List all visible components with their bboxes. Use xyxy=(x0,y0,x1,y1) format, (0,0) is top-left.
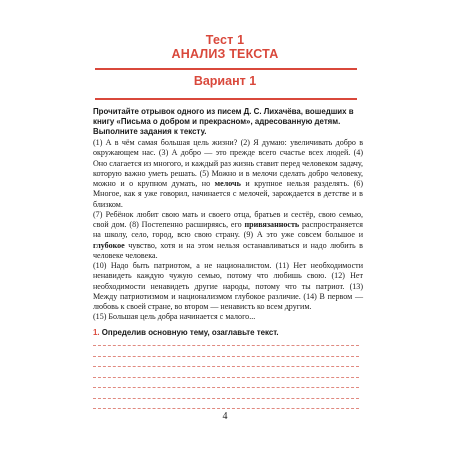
bottom-divider xyxy=(95,98,357,100)
instruction-text: Прочитайте отрывок одного из писем Д. С. Лихачёва, вошедших в книгу «Письма о добром и прекрасном», адресованную детям. Выполните задания к тексту. xyxy=(93,107,354,137)
excerpt-paragraph: (10) Надо быть патриотом, а не националистом. (11) Нет необходимости ненавидеть каждую чужую семью, потому что любишь свою. (12) Нет необходимости ненавидеть другие народы, потому что ты патриот. (13) Между патриотизмом и национализмом глубокое различие. (14) В первом — любовь к своей стране, во втором — ненависть ко всем другим. xyxy=(93,261,363,311)
top-divider xyxy=(95,68,357,70)
excerpt-fragment: чувство, хотя и на этом нельзя останавливаться и надо любить в человеке человека. xyxy=(93,240,363,260)
test-subtitle: АНАЛИЗ ТЕКСТА xyxy=(171,47,279,61)
variant-heading: Вариант 1 xyxy=(193,74,257,88)
page-number: 4 xyxy=(222,411,228,422)
excerpt-fragment: распространяется на школу, село, город, всю свою страну. (9) А это уже совсем большое и xyxy=(93,220,363,240)
excerpt-bold-word: мелочь xyxy=(214,179,241,188)
excerpt-bold-word: глубокое xyxy=(93,240,125,250)
question-1 xyxy=(93,328,363,337)
excerpt-text xyxy=(93,138,363,323)
excerpt-paragraph: (15) Большая цель добра начинается с малого... xyxy=(93,312,256,322)
answer-line[interactable] xyxy=(93,366,359,367)
answer-line[interactable] xyxy=(93,356,359,357)
excerpt-paragraph xyxy=(93,138,363,210)
excerpt-fragment: (1) А в чём самая большая цель жизни? (2) Я думаю: увеличивать добро в окружающем нас. (3) А добро — это прежде всего счастье всех людей. (4) Оно слагается из многого, и каждый раз жизнь ставит перед человеком задачу, которую важно уметь решать. (5) Можно и в мелочи сделать добро человеку, можно и о крупном думать, но xyxy=(93,138,363,188)
answer-line[interactable] xyxy=(93,408,359,409)
excerpt-paragraph xyxy=(93,210,363,261)
answer-line[interactable] xyxy=(93,377,359,378)
answer-line[interactable] xyxy=(93,387,359,388)
answer-line[interactable] xyxy=(93,345,359,346)
question-number: 1. xyxy=(93,328,100,337)
excerpt-fragment: (7) Ребёнок любит свою мать и своего отца, братьев и сестёр, свою семью, свой дом. (8) Постепенно расширяясь, его xyxy=(93,209,363,229)
question-text: Определив основную тему, озаглавьте текст. xyxy=(99,328,279,337)
excerpt-bold-word: привязанность xyxy=(244,220,300,229)
excerpt-fragment: и крупное нельзя разделять. (6) Многое, как я уже говорил, начинается с мелочей, зарождается в детстве и в близком. xyxy=(93,179,363,209)
test-title: Тест 1 xyxy=(205,33,245,47)
answer-line[interactable] xyxy=(93,398,359,399)
